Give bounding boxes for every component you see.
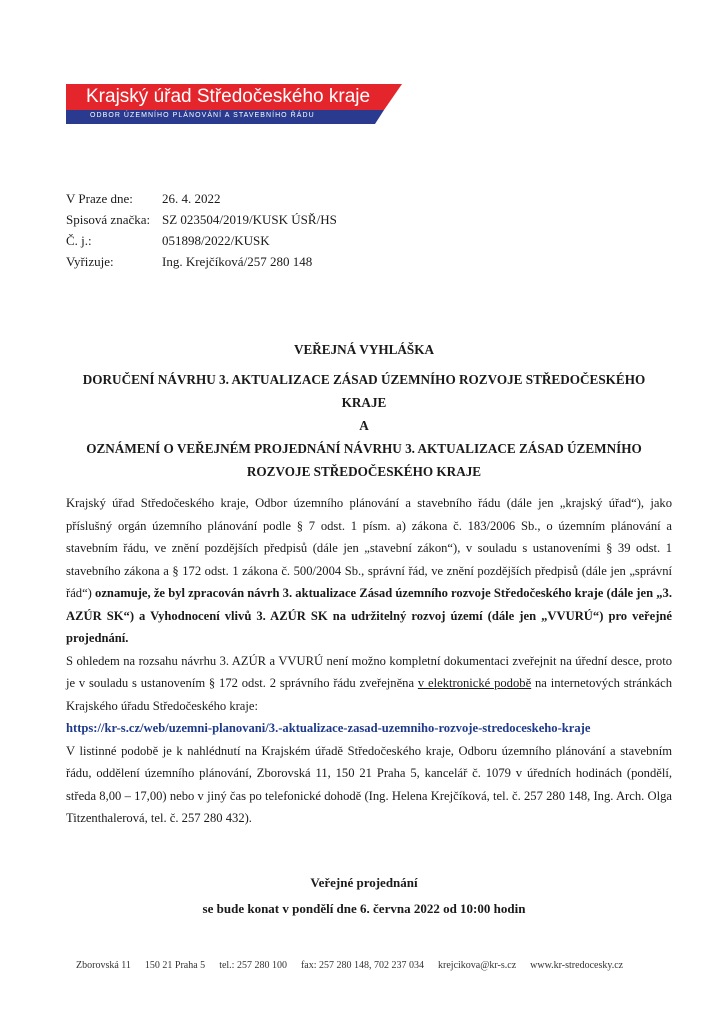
footer-phone: tel.: 257 280 100 (219, 960, 287, 971)
meta-value: Ing. Krejčíková/257 280 148 (162, 254, 313, 269)
footer-fax: fax: 257 280 148, 702 237 034 (300, 960, 425, 971)
footer-address: Zborovská 11 (76, 960, 131, 971)
letterhead-subtitle: ODBOR ÚZEMNÍHO PLÁNOVÁNÍ A STAVEBNÍHO ŘÁDU (90, 112, 315, 119)
heading-line: DORUČENÍ NÁVRHU 3. AKTUALIZACE ZÁSAD ÚZEMNÍHO ROZVOJE STŘEDOČESKÉHO (82, 372, 646, 387)
meta-row-handler (66, 251, 337, 272)
documentation-link[interactable]: https://kr-s.cz/web/uzemni-planovani/3.-aktualizace-zasad-uzemniho-rozvoje-stredoceskeho-kraje (66, 721, 591, 735)
meta-label: Vyřizuje: (66, 254, 114, 269)
intro-text: Krajský úřad Středočeského kraje, Odbor územního plánování a stavebního řádu (dále jen „krajský úřad“), jako příslušný orgán územního plánování podle § 7 odst. 1 písm. a) zákona č. 183/2006 Sb., o územním plánování a stavebním řádu, ve znění pozdějších předpisů (dále jen „stavební zákon“), v souladu s ustanoveními § 39 odst. 1 stavebního zákona a § 172 odst. 1 zákona č. 500/2004 Sb., správní řád, ve znění pozdějších předpisů (dále jen „správní řád“) (66, 496, 672, 600)
heading-gap (60, 361, 668, 368)
meta-row-file-ref (66, 209, 337, 230)
body-paragraph-link (66, 717, 672, 740)
meta-label: Č. j.: (66, 233, 92, 248)
meta-value: SZ 023504/2019/KUSK ÚSŘ/HS (162, 212, 337, 227)
public-hearing-announcement (60, 870, 668, 922)
meta-row-ref-number (66, 230, 337, 251)
publication-text: S ohledem na rozsahu návrhu 3. AZÚR a VVURÚ není možno kompletní dokumentaci zveřejnit na úřední desce, proto je v souladu s ustanovením § 172 odst. 2 správního řádu zveřejněna (66, 653, 672, 690)
body-paragraph-intro (66, 492, 672, 650)
meta-label: V Praze dne: (66, 191, 133, 206)
electronic-form-text: v elektronické podobě (417, 676, 532, 690)
footer-city: 150 21 Praha 5 (144, 960, 206, 971)
document-metadata (66, 188, 337, 272)
publication-text-end: na internetových stránkách Krajského úřadu Středočeského kraje: (66, 676, 673, 713)
heading-line: KRAJE (341, 395, 387, 410)
intro-bold-text: oznamuje, že byl zpracován návrh 3. aktualizace Zásad územního rozvoje Středočeského kraje (dále jen „3. AZÚR SK“) a Vyhodnocení vlivů 3. AZÚR SK na udržitelný rozvoj území (dále jen „VVURÚ“) pro veřejné projednání. (66, 586, 672, 645)
footer-website: www.kr-stredocesky.cz (530, 960, 624, 971)
heading-conjunction: A (359, 418, 369, 433)
meta-label: Spisová značka: (66, 212, 151, 227)
footer-email: krejcikova@kr-s.cz (438, 960, 517, 971)
heading-line: ROZVOJE STŘEDOČESKÉHO KRAJE (246, 464, 482, 479)
letterhead-title: Krajský úřad Středočeského kraje (86, 86, 371, 107)
announcement-title: Veřejné projednání (310, 875, 418, 890)
heading-public-notice: VEŘEJNÁ VYHLÁŠKA (293, 342, 435, 357)
heading-line: OZNÁMENÍ O VEŘEJNÉM PROJEDNÁNÍ NÁVRHU 3. AKTUALIZACE ZÁSAD ÚZEMNÍHO (86, 441, 642, 456)
page-footer (76, 960, 623, 971)
meta-value: 051898/2022/KUSK (162, 233, 270, 248)
body-paragraph-paper-copy: V listinné podobě je k nahlédnutí na Krajském úřadě Středočeského kraje, Odboru územního plánování a stavebním řádu, oddělení územního plánování, Zborovská 11, 150 21 Praha 5, kancelář č. 1079 v úředních hodinách (pondělí, středa 8,00 – 17,00) nebo v jiný čas po telefonické dohodě (Ing. Helena Krejčíková, tel. č. 257 280 148, Ing. Arch. Olga Titzenthalerová, tel. č. 257 280 432). (66, 743, 672, 825)
meta-value: 26. 4. 2022 (162, 191, 221, 206)
body-paragraph-publication (66, 650, 672, 718)
announcement-date: se bude konat v pondělí dne 6. června 2022 od 10:00 hodin (202, 901, 526, 916)
meta-row-date (66, 188, 337, 209)
document-heading (60, 338, 668, 483)
letterhead-logo (66, 84, 402, 128)
document-body (66, 492, 672, 830)
